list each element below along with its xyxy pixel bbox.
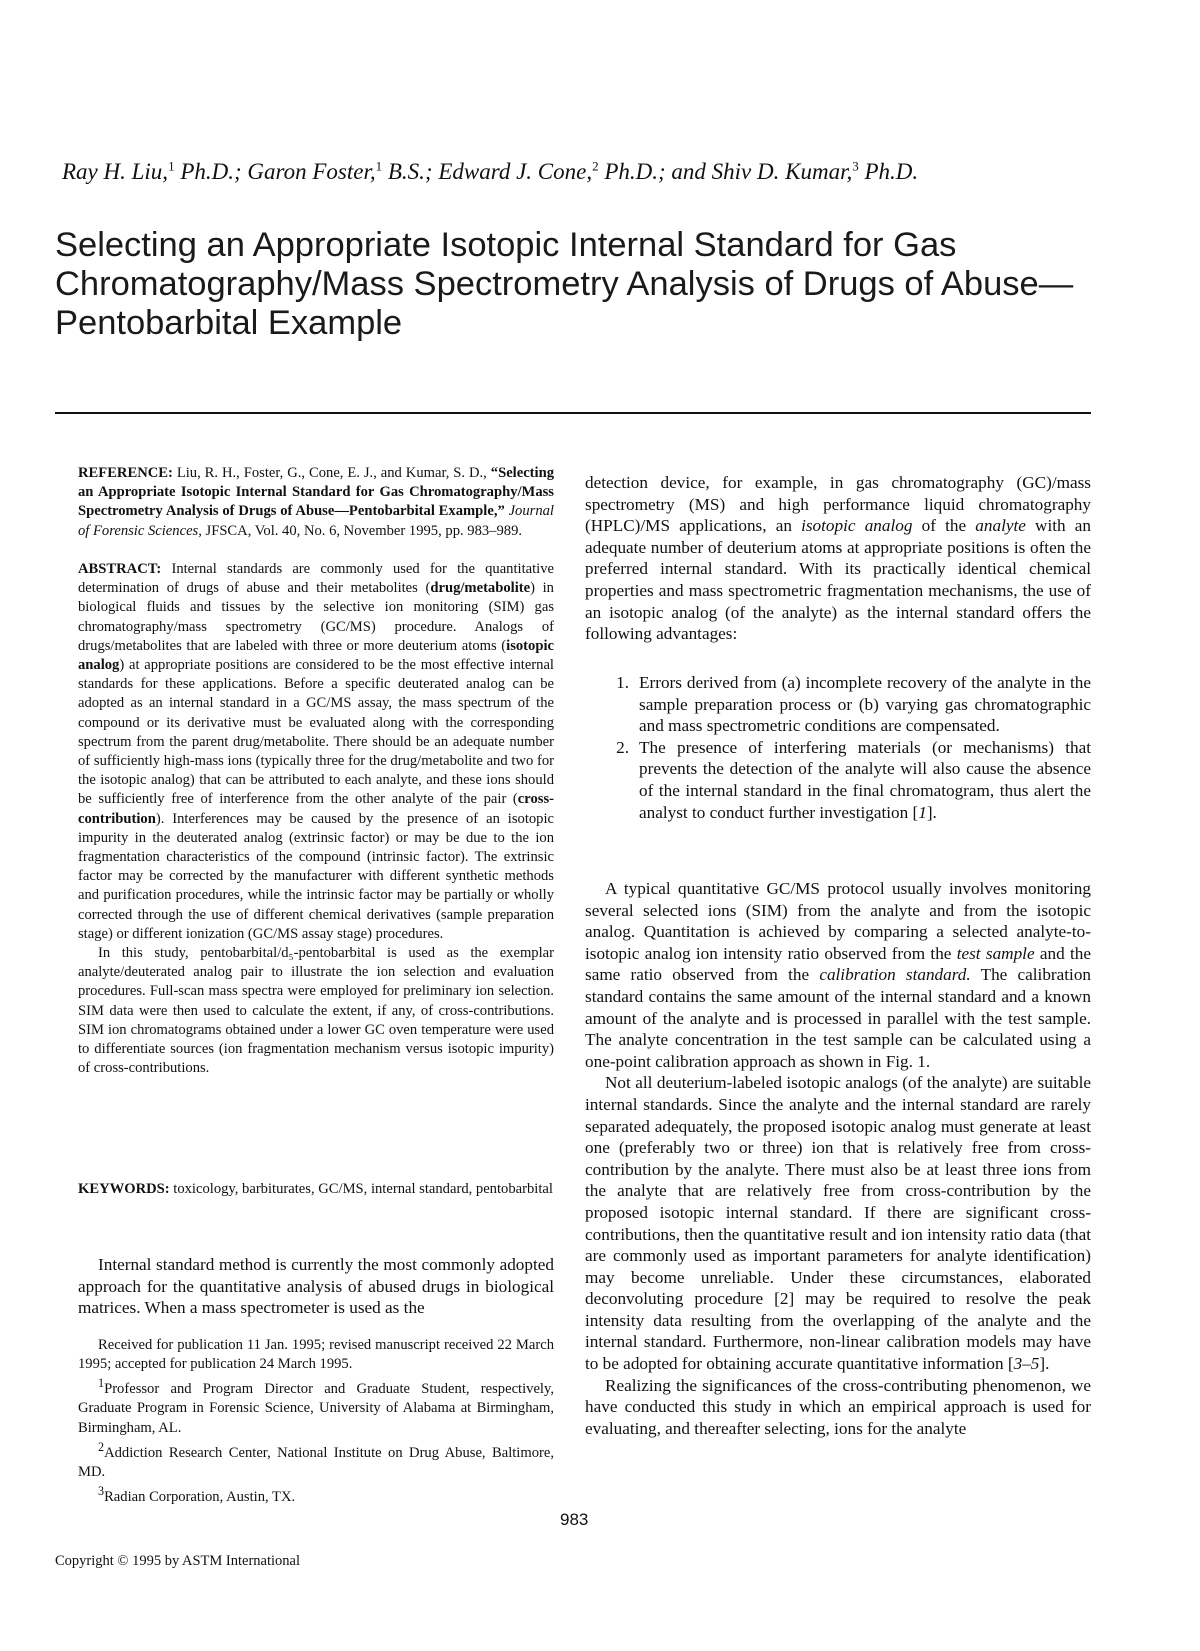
list-number: 2. — [616, 737, 629, 757]
body-paragraph — [78, 1254, 554, 1319]
text-run: Journal of Forensic Sciences, — [78, 503, 554, 539]
body-paragraph — [585, 878, 1091, 1072]
author-degree: Ph.D. — [858, 158, 919, 184]
text-run: of the — [912, 516, 976, 536]
title-divider — [55, 412, 1091, 414]
affiliation-mark: 3 — [852, 158, 859, 173]
author-name: Ray H. Liu, — [62, 158, 169, 184]
text-run: and the same ratio observed from the — [585, 943, 1091, 985]
text-run: The presence of interfering materials (or mechanisms) that prevents the detection of the analyte will also cause the absence of the internal standard in the final chromatogram, thus alert the analyst to conduct further investigation [ — [639, 737, 1091, 822]
author-degree: Ph.D.; and — [598, 158, 712, 184]
advantages-list — [585, 672, 1091, 823]
text-run: Radian Corporation, Austin, TX. — [104, 1489, 296, 1505]
text-run: with an adequate number of deuterium atoms at appropriate positions is often the preferred internal standard. With its practically identical chemical properties and mass spectrometric fragmentation mechanisms, the use of an isotopic analog (of the analyte) as the internal standard offers the following advantages: — [585, 516, 1091, 644]
list-item-text — [639, 672, 1091, 737]
text-run: In this study, pentobarbital/d₅-pentobarbital is used as the exemplar analyte/deuterated analog pair to illustrate the ion selection and evaluation procedures. Full-scan mass spectra were employed for preliminary ion selection. SIM data were then used to calculate the extent, if any, of cross-contributions. SIM ion chromatograms obtained under a lower GC oven temperature were used to differentiate sources (ion fragmentation mechanism versus isotopic impurity) of cross-contributions. — [78, 945, 554, 1077]
text-run: KEYWORDS: — [78, 1181, 174, 1197]
text-run: drug/metabolite — [430, 580, 531, 597]
list-item-text — [639, 737, 1091, 823]
text-run: isotopic analog — [801, 516, 913, 536]
text-run: Internal standard method is currently the most commonly adopted approach for the quantitative analysis of abused drugs in biological matrices. When a mass spectrometer is used as the — [78, 1255, 554, 1318]
affiliation-mark: 2 — [592, 158, 599, 173]
text-run: 1 — [918, 802, 927, 822]
author-line — [62, 158, 918, 185]
list-item — [585, 737, 1091, 823]
affiliation-mark: 1 — [168, 158, 175, 173]
affiliation-mark: 1 — [375, 158, 383, 173]
author — [712, 159, 918, 184]
text-run: Professor and Program Director and Graduate Student, respectively, Graduate Program in Forensic Science, University of Alabama at Birmingham, Birmingham, AL. — [78, 1381, 554, 1436]
author-degree: B.S.; — [382, 158, 439, 184]
copyright-notice: Copyright © 1995 by ASTM International — [55, 1553, 301, 1569]
footnotes — [78, 1336, 554, 1507]
footnote — [78, 1374, 554, 1437]
keywords — [78, 1180, 554, 1199]
text-run: Received for publication 11 Jan. 1995; revised manuscript received 22 March 1995; accepted for publication 24 March 1995. — [78, 1337, 554, 1373]
text-run: ) in biological fluids and tissues by the selective ion monitoring (SIM) gas chromatography/mass spectrometry (GC/MS) procedure. Analogs of drugs/metabolites that are labeled with three or more deuterium atoms ( — [78, 580, 554, 654]
text-run: ]. — [1039, 1354, 1050, 1374]
text-run: test sample — [956, 943, 1035, 963]
footnote — [78, 1336, 554, 1374]
text-run: ]. — [926, 802, 937, 822]
text-run: ) at appropriate positions are considered to be the most effective internal standards for these applications. Before a specific deuterated analog can be adopted as an internal standard in a GC/MS assay, the mass spectrum of the compound or its derivative must be evaluated along with the corresponding spectrum from the parent drug/metabolite. There should be an adequate number of sufficiently high-mass ions (typically three for the drug/metabolite and two for the isotopic analog) that can be attributed to each analyte, and these ions should be sufficiently free of interference from the other analyte of the pair ( — [78, 657, 554, 808]
body-paragraph — [585, 472, 1091, 645]
author-name: Shiv D. Kumar, — [711, 158, 853, 184]
text-run: 3–5 — [1013, 1354, 1040, 1374]
text-run: Addiction Research Center, National Institute on Drug Abuse, Baltimore, MD. — [78, 1444, 554, 1480]
body-paragraph — [585, 1072, 1091, 1374]
text-run: JFSCA, Vol. 40, No. 6, November 1995, pp. 983–989. — [201, 522, 523, 539]
text-run: Not all deuterium-labeled isotopic analogs (of the analyte) are suitable internal standards. Since the analyte and the internal standard are rarely separated adequately, the proposed isotopic analog must generate at least one (preferably two or three) ion that is relatively free from cross-contribution by the analyte. There must also be at least three ions from the analyte that are relatively free from cross-contribution by the proposed isotopic internal standard. If there are significant cross-contributions, then the quantitative result and ion intensity ratio data (that are commonly used as important parameters for analyte identification) may become unreliable. Under these circumstances, elaborated deconvoluting procedure [2] may be required to resolve the peak intensity data resulting from the overlapping of the analyte and the internal standard. Furthermore, non-linear calibration models may have to be adopted for obtaining accurate quantitative information [ — [585, 1073, 1091, 1374]
author — [247, 159, 438, 184]
paper-title: Selecting an Appropriate Isotopic Internal Standard for Gas Chromatography/Mass Spectrometry Analysis of Drugs of Abuse—Pentobarbital Example — [55, 226, 1074, 342]
text-run: calibration standard. — [819, 965, 971, 985]
body-paragraph — [585, 1375, 1091, 1440]
text-run: A typical quantitative GC/MS protocol usually involves monitoring several selected ions (SIM) from the analyte and from the isotopic analog. Quantitation is achieved by comparing a selected analyte-to-isotopic analog ion intensity ratio observed from the — [585, 879, 1091, 963]
text-run: REFERENCE: — [78, 465, 177, 481]
text-run: Errors derived from (a) incomplete recovery of the analyte in the sample preparation process or (b) varying gas chromatographic and mass spectrometric conditions are compensated. — [639, 673, 1091, 736]
footnote — [78, 1482, 554, 1507]
author-name: Garon Foster, — [247, 158, 376, 184]
text-run: ABSTRACT: — [78, 561, 172, 577]
text-run: isotopic analog — [78, 637, 554, 674]
footnote-mark: 1 — [98, 1376, 105, 1391]
text-run: The calibration standard contains the same amount of the internal standard and a known amount of the analyte and is processed in parallel with the test sample. The analyte concentration in the test sample can be calculated using a one-point calibration approach as shown in Fig. 1. — [585, 965, 1092, 1071]
footnote-mark: 3 — [98, 1484, 105, 1499]
text-run: analyte — [975, 516, 1026, 536]
text-run: “Selecting an Appropriate Isotopic Internal Standard for Gas Chromatography/Mass Spectrometry Analysis of Drugs of Abuse—Pentobarbital Example,” — [78, 465, 555, 520]
author-degree: Ph.D.; — [174, 158, 248, 184]
abstract — [78, 560, 554, 1078]
author — [62, 159, 247, 184]
footnote — [78, 1438, 554, 1482]
reference-citation — [78, 464, 554, 541]
text-run: ). Interferences may be caused by the presence of an isotopic impurity in the deuterated analog (extrinsic factor) or may be due to the ion fragmentation characteristics of the compound (intrinsic factor). The extrinsic factor may be corrected by the manufacturer with different synthetic methods and purification procedures, while the intrinsic factor may be partially or wholly corrected through the use of different chemical derivatives (sample preparation stage) or different ionization (GC/MS assay stage) procedures. — [78, 810, 554, 942]
list-number: 1. — [616, 673, 629, 692]
text-run: toxicology, barbiturates, GC/MS, internal standard, pentobarbital — [173, 1181, 553, 1197]
text-run: Liu, R. H., Foster, G., Cone, E. J., and Kumar, S. D., — [176, 465, 491, 481]
author-name: Edward J. Cone, — [438, 158, 593, 184]
text-run: detection device, for example, in gas chromatography (GC)/mass spectrometry (MS) and high performance liquid chromatography (HPLC)/MS applications, an — [585, 473, 1091, 536]
footnote-mark: 2 — [98, 1439, 105, 1454]
list-item — [585, 672, 1091, 737]
text-run: Internal standards are commonly used for the quantitative determination of drugs of abuse and their metabolites ( — [78, 561, 555, 597]
page-number: 983 — [560, 1510, 589, 1529]
abstract-paragraph — [78, 944, 554, 1078]
text-run: cross-contribution — [78, 791, 554, 827]
body-text — [585, 878, 1091, 1439]
author — [438, 159, 711, 184]
text-run: Realizing the significances of the cross-contributing phenomenon, we have conducted this study in which an empirical approach is used for evaluating, and thereafter selecting, ions for the analyte — [585, 1375, 1091, 1438]
abstract-paragraph — [78, 560, 554, 944]
